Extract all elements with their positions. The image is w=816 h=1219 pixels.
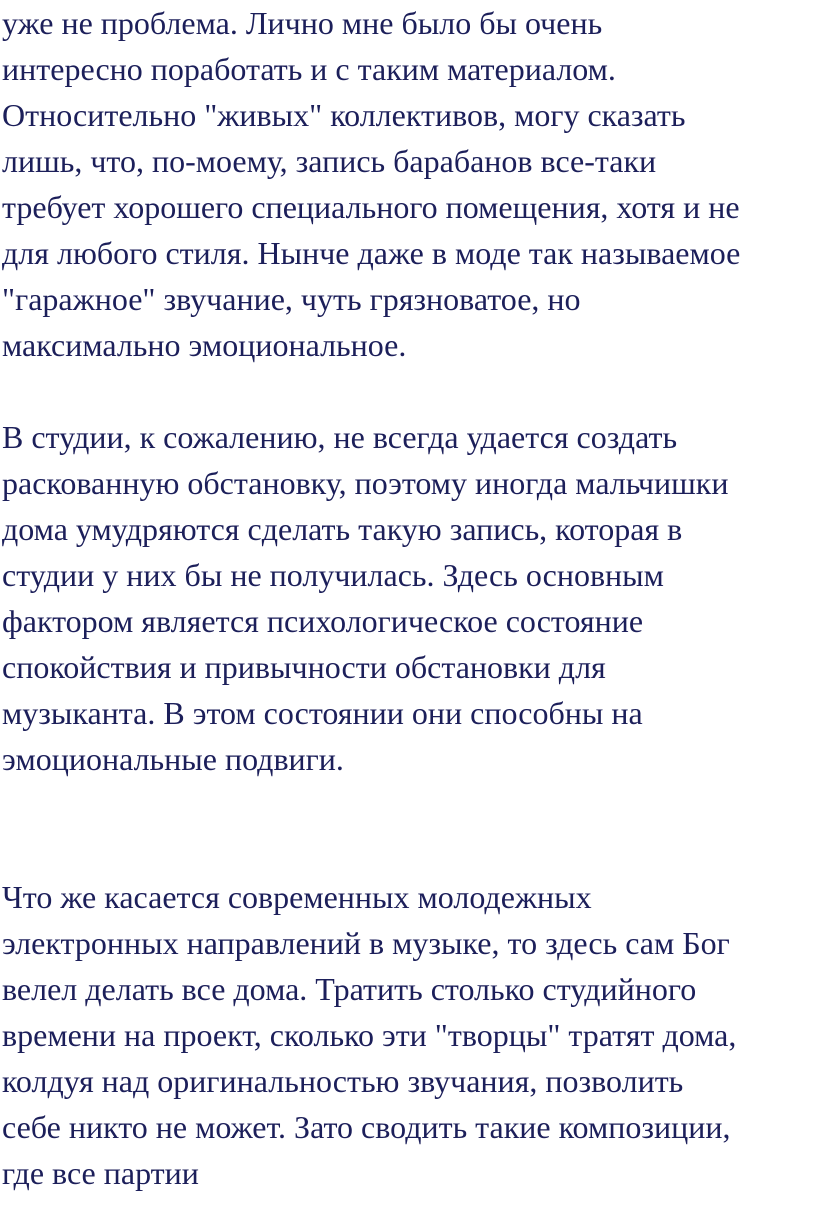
text-line: лишь, что, по-моему, запись барабанов все-таки	[2, 143, 657, 179]
text-line: "гаражное" звучание, чуть грязноватое, но	[2, 281, 581, 317]
text-line: спокойствия и привычности обстановки для	[2, 649, 606, 685]
text-line: требует хорошего специального помещения, хотя и не	[2, 189, 740, 225]
paragraph-3	[2, 874, 814, 1196]
text-line: колдуя над оригинальностью звучания, позволить	[2, 1063, 684, 1099]
paragraph-1	[2, 0, 814, 368]
text-line: В студии, к сожалению, не всегда удается создать	[2, 419, 678, 455]
text-line: Что же касается современных молодежных	[2, 879, 592, 915]
text-line: эмоциональные подвиги.	[2, 741, 344, 777]
text-line: фактором является психологическое состояние	[2, 603, 644, 639]
text-line: раскованную обстановку, поэтому иногда мальчишки	[2, 465, 729, 501]
text-line: уже не проблема. Лично мне было бы очень	[2, 5, 603, 41]
paragraph-spacer	[2, 782, 814, 874]
text-line: велел делать все дома. Тратить столько студийного	[2, 971, 697, 1007]
text-line: дома умудряются сделать такую запись, которая в	[2, 511, 683, 547]
text-line: времени на проект, сколько эти "творцы" тратят дома,	[2, 1017, 737, 1053]
paragraph-spacer	[2, 368, 814, 414]
text-line: интересно поработать и с таким материалом.	[2, 51, 616, 87]
text-line: для любого стиля. Нынче даже в моде так называемое	[2, 235, 741, 271]
text-line: себе никто не может. Зато сводить такие композиции,	[2, 1109, 731, 1145]
text-line: где все партии	[2, 1155, 199, 1191]
text-line: музыканта. В этом состоянии они способны на	[2, 695, 643, 731]
text-line: студии у них бы не получилась. Здесь основным	[2, 557, 664, 593]
paragraph-2	[2, 414, 814, 782]
text-line: максимально эмоциональное.	[2, 327, 407, 363]
document-page	[2, 0, 814, 1196]
text-line: Относительно "живых" коллективов, могу сказать	[2, 97, 686, 133]
text-line: электронных направлений в музыке, то здесь сам Бог	[2, 925, 730, 961]
